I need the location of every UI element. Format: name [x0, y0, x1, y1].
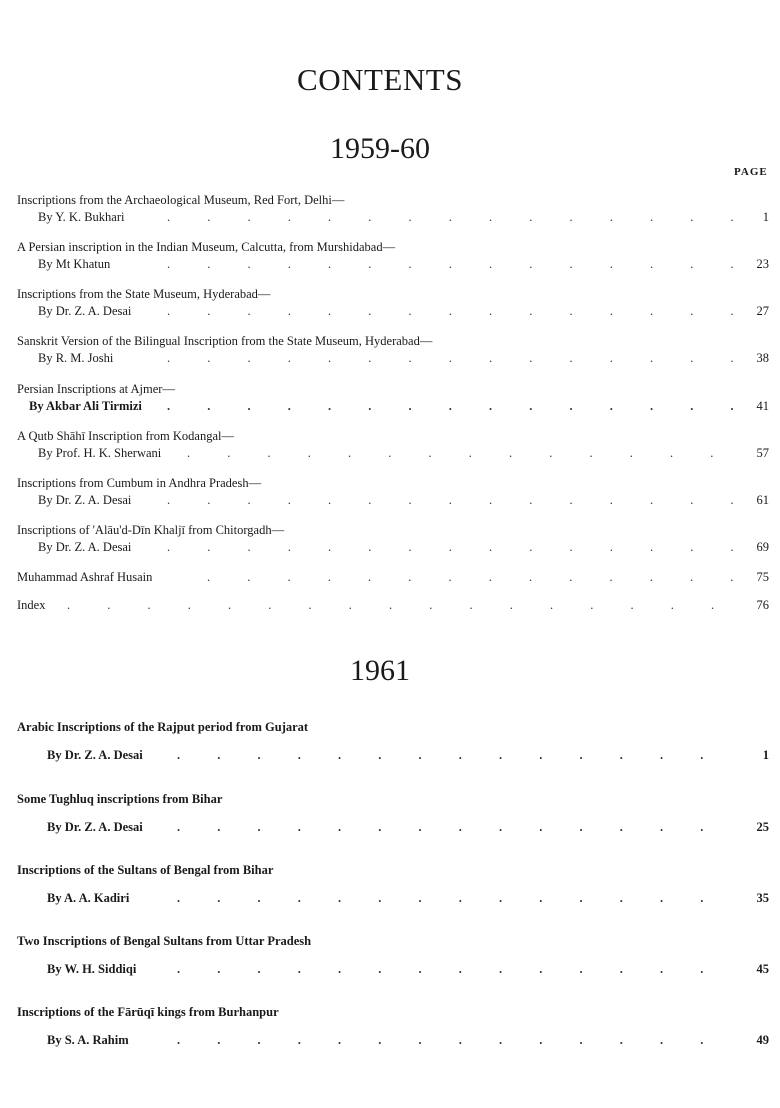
page-column-header: PAGE — [734, 166, 768, 178]
dot-leader — [167, 256, 733, 273]
entry-author: By S. A. Rahim — [47, 1033, 133, 1047]
entry-author-line — [17, 819, 769, 836]
entry-author-line — [17, 256, 769, 273]
toc-entry — [17, 475, 769, 509]
entry-title: Some Tughluq inscriptions from Bihar — [17, 792, 223, 806]
entry-author-line — [17, 350, 769, 367]
dot-leader — [187, 445, 733, 462]
entry-page-number: 61 — [753, 492, 770, 509]
entry-title: Muhammad Ashraf Husain — [17, 570, 156, 584]
entry-author-line — [17, 303, 769, 320]
entry-author-line — [17, 539, 769, 556]
entry-page-number: 27 — [753, 303, 770, 320]
entry-author-line — [17, 747, 769, 764]
toc-entry — [17, 791, 769, 836]
entry-title: Inscriptions from the Archaeological Museum, Red Fort, Delhi— — [17, 193, 345, 207]
toc-entry — [17, 597, 769, 614]
entry-page-number: 23 — [753, 256, 770, 273]
entry-page-number: 45 — [753, 961, 770, 978]
entry-author: By Y. K. Bukhari — [38, 210, 128, 224]
entry-title: A Persian inscription in the Indian Museum, Calcutta, from Murshidabad— — [17, 240, 396, 254]
page-title: CONTENTS — [297, 62, 463, 97]
entry-title: Inscriptions of 'Alāu'd-Dīn Khaljī from Chitorgadh— — [17, 523, 285, 537]
entry-page-number: 49 — [753, 1032, 770, 1049]
entry-author: By Dr. Z. A. Desai — [38, 493, 135, 507]
entry-author-line — [17, 445, 769, 462]
entry-author: By Dr. Z. A. Desai — [47, 748, 147, 762]
entry-title: Two Inscriptions of Bengal Sultans from Uttar Pradesh — [17, 934, 312, 948]
toc-entry — [17, 522, 769, 556]
dot-leader — [177, 819, 729, 836]
entry-author: By Mt Khatun — [38, 257, 114, 271]
entry-author: By W. H. Siddiqi — [47, 962, 140, 976]
toc-entry — [17, 719, 769, 764]
section-year-1959-60: 1959-60 — [330, 132, 430, 165]
entry-page-number: 38 — [753, 350, 770, 367]
entry-page-number: 76 — [753, 597, 770, 614]
dot-leader — [167, 492, 733, 509]
entry-author: By Prof. H. K. Sherwani — [38, 446, 165, 460]
entry-title: Persian Inscriptions at Ajmer— — [17, 382, 175, 396]
toc-entry — [17, 381, 769, 415]
toc-entry — [17, 933, 769, 978]
toc-entry — [17, 569, 769, 586]
entry-author-line — [17, 597, 769, 614]
entry-title: Index — [17, 598, 49, 612]
entry-author: By Dr. Z. A. Desai — [38, 304, 135, 318]
toc-entry — [17, 1004, 769, 1049]
entry-author: By Dr. Z. A. Desai — [47, 820, 147, 834]
entry-page-number: 57 — [753, 445, 770, 462]
entry-title: Sanskrit Version of the Bilingual Inscription from the State Museum, Hyderabad— — [17, 334, 433, 348]
dot-leader — [177, 747, 729, 764]
toc-entry — [17, 333, 769, 367]
entry-author: By Dr. Z. A. Desai — [38, 540, 135, 554]
entry-author-line — [17, 209, 769, 226]
dot-leader — [167, 350, 733, 367]
entry-title: Inscriptions from the State Museum, Hyderabad— — [17, 287, 271, 301]
entry-page-number: 75 — [753, 569, 770, 586]
entry-author: By A. A. Kadiri — [47, 891, 133, 905]
entry-author-line — [17, 492, 769, 509]
entry-author: By Akbar Ali Tirmizi — [29, 399, 146, 413]
entry-author-line — [17, 890, 769, 907]
entry-title: Inscriptions of the Sultans of Bengal from Bihar — [17, 863, 274, 877]
dot-leader — [177, 890, 729, 907]
entry-title: Inscriptions from Cumbum in Andhra Pradesh— — [17, 476, 262, 490]
dot-leader — [167, 398, 733, 415]
entry-author-line — [17, 398, 769, 415]
toc-entry — [17, 192, 769, 226]
entry-author-line — [17, 569, 769, 586]
entry-title: A Qutb Shāhī Inscription from Kodangal— — [17, 429, 234, 443]
dot-leader — [67, 597, 733, 614]
entry-page-number: 35 — [753, 890, 770, 907]
toc-entry — [17, 862, 769, 907]
entry-title: Arabic Inscriptions of the Rajput period from Gujarat — [17, 720, 309, 734]
entry-title: Inscriptions of the Fārūqī kings from Burhanpur — [17, 1005, 279, 1019]
toc-entry — [17, 286, 769, 320]
section-year-1961: 1961 — [350, 654, 410, 687]
toc-entry — [17, 239, 769, 273]
dot-leader — [177, 1032, 729, 1049]
dot-leader — [207, 569, 733, 586]
dot-leader — [177, 961, 729, 978]
dot-leader — [167, 539, 733, 556]
entry-page-number: 41 — [753, 398, 770, 415]
entry-author-line — [17, 1032, 769, 1049]
dot-leader — [167, 303, 733, 320]
dot-leader — [167, 209, 733, 226]
entry-page-number: 1 — [759, 209, 769, 226]
entry-page-number: 69 — [753, 539, 770, 556]
entry-author-line — [17, 961, 769, 978]
entry-page-number: 1 — [759, 747, 769, 764]
entry-author: By R. M. Joshi — [38, 351, 117, 365]
entry-page-number: 25 — [753, 819, 770, 836]
toc-entry — [17, 428, 769, 462]
